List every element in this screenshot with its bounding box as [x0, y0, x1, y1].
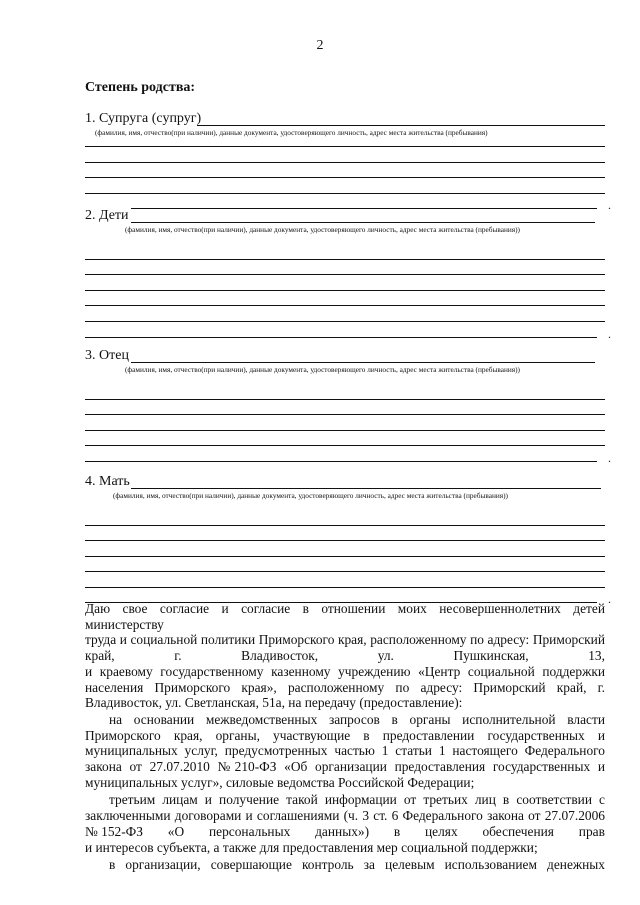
consent-paragraph: в организации, совершающие контроль за целевым использованием денежных — [109, 857, 605, 873]
consent-line: труда и социальной политики Приморского края, расположенному по адресу: Приморский — [85, 632, 605, 648]
section-father — [85, 348, 611, 475]
consent-paragraph: третьим лицам и получение такой информации от третьих лиц в соответствии с заключенными договорами и соглашениями (ч. 3 ст. 6 Федерального закона от 27.07.2006 — [85, 792, 605, 824]
field-hint: (фамилия, имя, отчество(при наличии), данные документа, удостоверяющего личность, адрес места жительства (пребывания)) — [125, 225, 520, 234]
fill-lines[interactable] — [85, 138, 611, 218]
word: в — [393, 823, 401, 839]
consent-paragraph: на основании межведомственных запросов в органы исполнительной власти Приморского края, органы, участвующие в предоставлении государственных и муниципальных услуг, предусмотренных частью 1 статьи 1 настоящего Федерального закона от 27.07.2010 №210-ФЗ «Об организации предоставления государственных и муниципальных услуг», силовые ведомства Российской Федерации; — [85, 711, 605, 790]
word: Владивосток, — [241, 648, 319, 664]
consent-line: Даю свое согласие и согласие в отношении моих несовершеннолетних детей министерству — [85, 601, 605, 632]
word: 13, — [588, 648, 605, 664]
line-end-mark: . — [608, 198, 611, 212]
fill-lines[interactable] — [85, 501, 611, 606]
field-hint: (фамилия, имя, отчество(при наличии), данные документа, удостоверяющего личность, адрес места жительства (пребывания)) — [125, 365, 520, 374]
section-children — [85, 208, 611, 341]
word: край, — [85, 648, 115, 664]
word: ул. — [377, 648, 394, 664]
section-mother — [85, 474, 611, 606]
line-end-mark: . — [608, 451, 611, 465]
word: персональных — [208, 823, 291, 839]
consent-text — [85, 601, 605, 873]
word: Пушкинская, — [453, 648, 529, 664]
line-end-mark: . — [608, 327, 611, 341]
section-label: 3. Отец — [85, 348, 129, 363]
consent-spread-line — [85, 648, 605, 664]
fill-lines[interactable] — [85, 375, 611, 475]
field-hint: (фамилия, имя, отчество(при наличии), данные документа, удостоверяющего личность, адрес места жительства (пребывания) — [95, 128, 488, 137]
fill-line[interactable] — [131, 362, 595, 363]
fill-line[interactable] — [131, 222, 595, 223]
consent-paragraph: и интересов субъекта, а также для предоставления мер социальной поддержки; — [85, 839, 538, 855]
word: целях — [425, 823, 458, 839]
word: данных») — [315, 823, 370, 839]
word: № 152-ФЗ — [85, 823, 143, 839]
page-number: 2 — [316, 38, 324, 53]
field-hint: (фамилия, имя, отчество(при наличии), данные документа, удостоверяющего личность, адрес места жительства (пребывания)) — [113, 491, 508, 500]
section-label: 1. Супруга (супруг) — [85, 111, 202, 126]
page-heading: Степень родства: — [85, 80, 196, 95]
section-label: 2. Дети — [85, 208, 129, 223]
fill-lines[interactable] — [85, 235, 611, 341]
section-label: 4. Мать — [85, 474, 130, 489]
fill-line[interactable] — [131, 488, 601, 489]
fill-line[interactable] — [197, 125, 605, 126]
word: «О — [167, 823, 185, 839]
consent-spread-line — [85, 824, 605, 840]
word: прав — [578, 823, 605, 839]
word: обеспечения — [482, 823, 554, 839]
word: г. — [174, 648, 182, 664]
line-end-mark: . — [608, 592, 611, 606]
consent-paragraph: и краевому государственному казенному учреждению «Центр социальной поддержки населения Приморского края», расположенному по адресу: Приморский край, г. Владивосток, ул. Светланская, 51а, на передачу (предоставление): — [85, 663, 605, 711]
section-spouse — [85, 111, 611, 218]
